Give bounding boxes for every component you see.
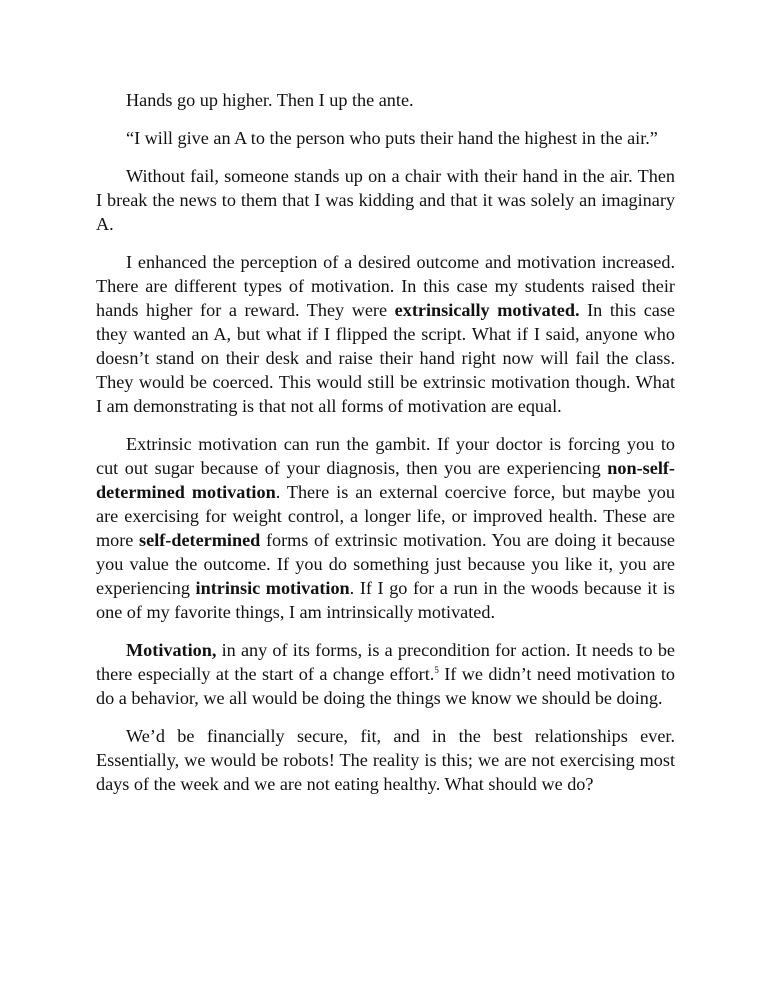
paragraph-text: Extrinsic motivation can run the gambit. If your doctor is forcing you to cut out sugar because of your diagnosis, then you are experiencing [96, 434, 675, 478]
paragraph-extrinsic [96, 432, 675, 624]
paragraph-text: in any of its forms, is a precondition for action. It needs to be there especially at the start of a change effort. [96, 640, 675, 684]
paragraph-text: . If I go for a run in the woods because it is one of my favorite things, I am intrinsically motivated. [96, 578, 675, 622]
paragraph-text: We’d be financially secure, fit, and in the best relationships ever. Essentially, we would be robots! The reality is this; we are not exercising most days of the week and we are not eating healthy. What should we do? [96, 726, 675, 794]
paragraph-precondition [96, 638, 675, 710]
paragraph-text: forms of extrinsic motivation. You are doing it because you value the outcome. If you do something just because you like it, you are experiencing [96, 530, 675, 598]
paragraph-robots [96, 724, 675, 796]
bold-term: Motivation, [126, 640, 217, 660]
paragraph-hands-up [96, 88, 675, 112]
footnote-marker: 5 [434, 665, 439, 675]
paragraph-types-of-motivation [96, 250, 675, 418]
bold-term: extrinsically motivated. [394, 300, 580, 320]
paragraph-chair [96, 164, 675, 236]
paragraph-text: I enhanced the perception of a desired outcome and motivation increased. There are different types of motivation. In this case my students raised their hands higher for a reward. They were [96, 252, 675, 320]
paragraph-text: “I will give an A to the person who puts their hand the highest in the air.” [126, 128, 658, 148]
bold-term: self-determined [139, 530, 261, 550]
paragraph-text: Hands go up higher. Then I up the ante. [126, 90, 414, 110]
paragraph-text: If we didn’t need motivation to do a behavior, we all would be doing the things we know we should be doing. [96, 664, 675, 708]
paragraph-text: Without fail, someone stands up on a chair with their hand in the air. Then I break the news to them that I was kidding and that it was solely an imaginary A. [96, 166, 675, 234]
body-text [96, 88, 675, 810]
paragraph-text: . There is an external coercive force, but maybe you are exercising for weight control, a longer life, or improved health. These are more [96, 482, 675, 550]
bold-term: non-self-determined motivation [96, 458, 675, 502]
bold-term: intrinsic motivation [195, 578, 350, 598]
paragraph-text: In this case they wanted an A, but what if I flipped the script. What if I said, anyone who doesn’t stand on their desk and raise their hand right now will fail the class. They would be coerced. This would still be extrinsic motivation though. What I am demonstrating is that not all forms of motivation are equal. [96, 300, 675, 416]
paragraph-quote [96, 126, 675, 150]
